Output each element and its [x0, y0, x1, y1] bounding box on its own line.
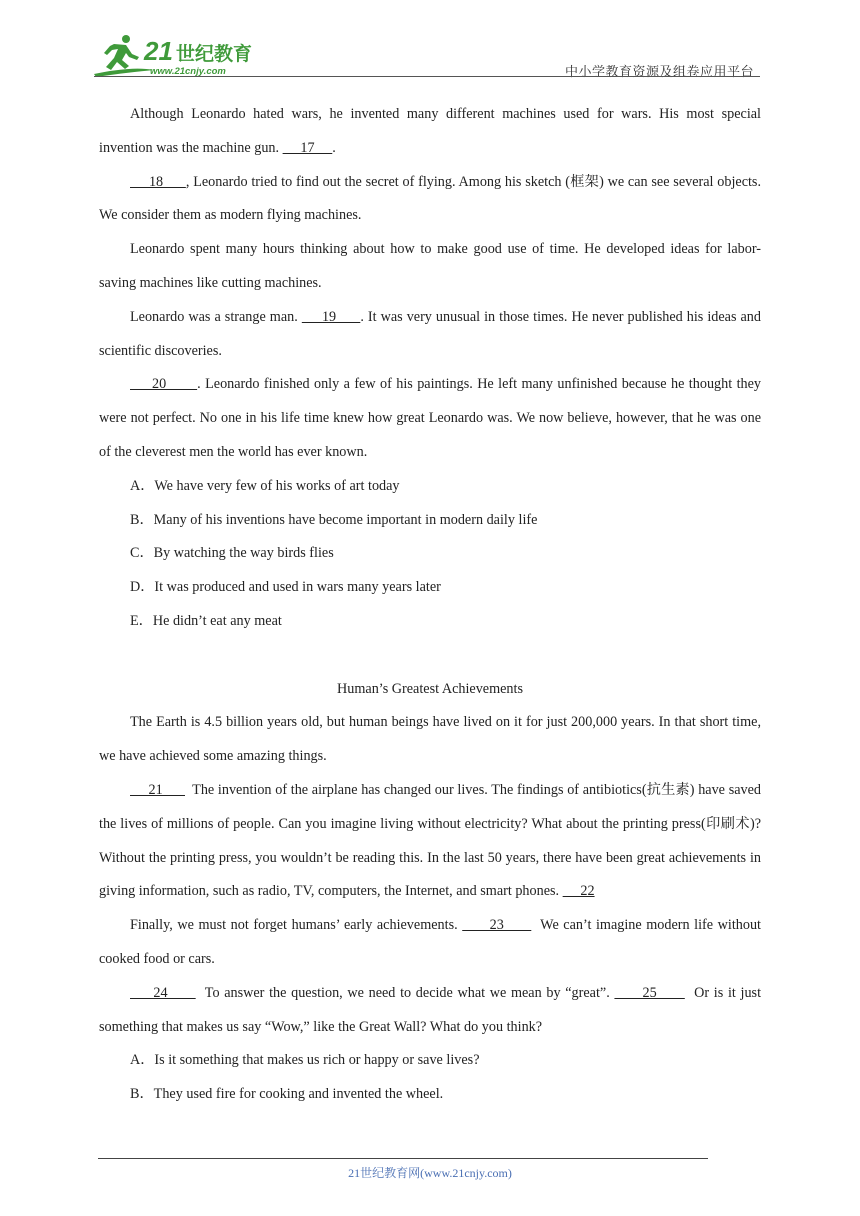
site-logo [92, 30, 262, 78]
text: We can’t imagine modern life without cooked food or cars. [99, 917, 765, 967]
text: Leonardo was a strange man. [130, 308, 302, 325]
section-spacer [99, 639, 761, 673]
option-a: A．We have very few of his works of art today [130, 477, 400, 494]
option-d: D．It was produced and used in wars many years later [130, 579, 441, 596]
footer-divider [98, 1158, 708, 1159]
logo-url: www.21cnjy.com [150, 66, 226, 77]
text: To answer the question, we need to decide what we mean by “great”. [195, 984, 615, 1001]
logo-number: 21 [144, 36, 173, 66]
paragraph [99, 301, 761, 369]
paragraph: Leonardo spent many hours thinking about how to make good use of time. He developed ideas for labor-saving machines like cutting machines. [99, 241, 761, 291]
paragraph [99, 98, 761, 166]
logo-text: 世纪教育 [176, 43, 253, 65]
option-a: A．Is it something that makes us rich or happy or save lives? [130, 1052, 480, 1069]
paragraph [99, 977, 765, 1045]
blank-20: 20 [130, 376, 198, 393]
option-b: B．Many of his inventions have become important in modern daily life [130, 511, 538, 528]
text: Finally, we must not forget humans’ early achievements. [130, 917, 463, 934]
text: . Leonardo finished only a few of his paintings. He left many unfinished because he thought they were not perfect. No one in his life time knew how great Leonardo was. We now believe, however, that he was one of the cleverest men the world has ever known. [99, 376, 762, 460]
document-body [99, 98, 765, 1112]
blank-17: 17 [282, 139, 333, 156]
blank-23: 23 [462, 917, 532, 934]
text: Or is it just something that makes us say “Wow,” like the Great Wall? What do you think? [99, 984, 765, 1035]
option-b: B．They used fire for cooking and invented the wheel. [130, 1086, 444, 1103]
page-header [92, 30, 762, 80]
text: , Leonardo tried to find out the secret of flying. Among his sketch (框架) we can see several objects. We consider them as modern flying machines. [99, 173, 762, 224]
header-divider [94, 76, 760, 77]
blank-25: 25 [614, 984, 685, 1001]
blank-18: 18 [130, 173, 186, 190]
paragraph [99, 368, 761, 469]
passage-title: Human’s Greatest Achievements [337, 680, 523, 697]
paragraph [99, 909, 765, 977]
blank-19: 19 [301, 308, 361, 325]
text: . It was very unusual in those times. He never published his ideas and scientific discoveries. [99, 308, 761, 359]
text: Although Leonardo hated wars, he invented many different machines used for wars. His most special invention was the machine gun. [99, 106, 761, 156]
text: The invention of the airplane has changed our lives. The findings of antibiotics(抗生素) have saved the lives of millions of people. Can you imagine living without electricity? What about the printing press(印刷术)? Without the printing press, you wouldn’t be reading this. In the last 50 years, there have been great achievements in giving information, such as radio, TV, computers, the Internet, and smart phones. [99, 781, 765, 900]
option-e: E．He didn’t eat any meat [130, 612, 282, 629]
paragraph: The Earth is 4.5 billion years old, but human beings have lived on it for just 200,000 years. In that short time, we have achieved some amazing things. [99, 714, 761, 765]
platform-name: 中小学教育资源及组卷应用平台 [564, 64, 754, 79]
text: . [332, 139, 336, 156]
paragraph [99, 166, 761, 234]
blank-21: 21 [130, 781, 185, 798]
footer-source[interactable]: 21世纪教育网(www.21cnjy.com) [348, 1166, 512, 1180]
option-c: C．By watching the way birds flies [130, 545, 334, 562]
blank-24: 24 [130, 984, 196, 1001]
paragraph [99, 774, 765, 909]
blank-22: 22 [562, 883, 595, 900]
